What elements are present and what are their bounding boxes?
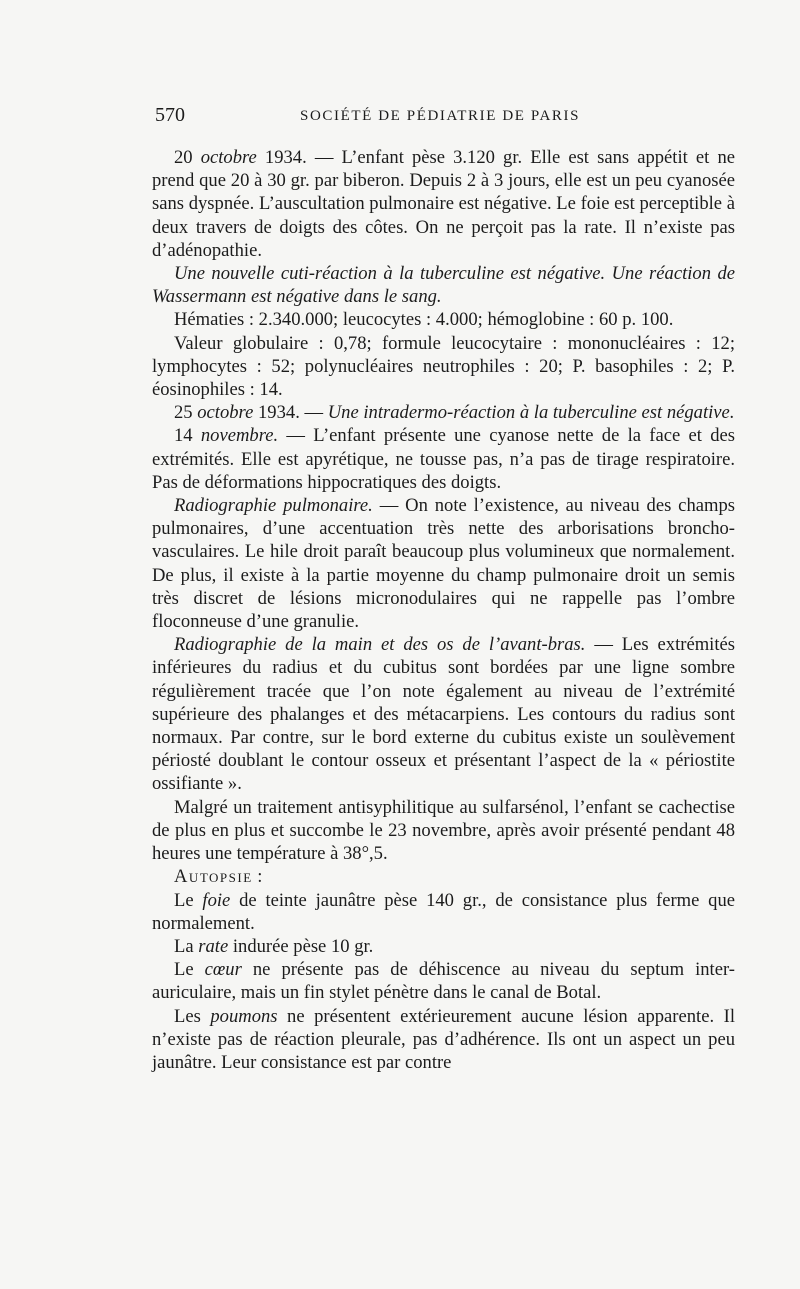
text-run: ne présentent extérieurement aucune lésion apparente. Il n’existe pas de réaction pleurale, pas d’adhérence. Ils ont un aspect un peu jaunâtre. Leur consistance est par contre [152,1005,735,1073]
paragraph [152,262,735,308]
text-run: 20 [174,147,201,168]
text-run: Hématies : 2.340.000; leucocytes : 4.000; hémoglobine : 60 p. 100. [174,309,674,331]
paragraph [152,796,735,866]
text-run: Le [174,959,205,981]
paragraph [152,332,735,402]
text-run: — L’enfant présente une cyanose nette de la face et des extrémités. Elle est apyrétique, ne tousse pas, n’a pas de tirage respiratoire. Pas de déformations hippocratiques des doigts. [152,425,735,493]
text-run: La [174,935,199,957]
text-run: de teinte jaunâtre pèse 140 gr., de consistance plus ferme que normalement. [152,889,735,934]
paragraph [152,146,735,262]
italic-text: octobre [197,402,254,424]
italic-text: novembre. [200,425,279,447]
paragraph [152,633,735,795]
body-text [152,146,735,1074]
italic-text: poumons [210,1005,278,1027]
paragraph [152,935,735,958]
italic-text: Radiographie de la main et des os de l’avant-bras. [174,634,586,656]
text-run: 14 [174,425,201,447]
paragraph [152,308,735,331]
text-run: Les [174,1005,211,1027]
text-run: Malgré un traitement antisyphilitique au sulfarsénol, l’enfant se cachectise de plus en plus et succombe le 23 novembre, après avoir présenté pendant 48 heures une température à 38°,5. [152,796,735,865]
section-heading: Autopsie [174,866,253,888]
italic-text: Une nouvelle cuti-réaction à la tuberculine est négative. Une réaction de Wassermann est négative dans le sang. [152,263,735,308]
italic-text: Une intradermo-réaction à la tuberculine est négative. [327,402,735,424]
paragraph [152,889,735,935]
italic-text: cœur [204,959,242,981]
paragraph [152,494,735,633]
italic-text: rate [198,935,229,957]
page-number: 570 [155,104,185,126]
paragraph [152,401,735,424]
text-run: Valeur globulaire : 0,78; formule leucocytaire : mononucléaires : 12; lymphocytes : 52; polynucléaires neutrophiles : 20; P. basophiles : 2; P. éosinophiles : 14. [152,332,735,401]
text-run: — Les extrémités inférieures du radius et du cubitus sont bordées par une ligne sombre régulièrement tracée que l’on note également au niveau de l’extrémité supérieure des phalanges et des métacarpiens. Les contours du radius sont normaux. Par contre, sur le bord externe du cubitus existe un soulèvement périosté doublant le contour osseux et présentant l’aspect de la « périostite ossifiante ». [152,634,735,795]
paragraph [152,424,735,494]
text-run: 25 [174,402,198,424]
text-run: : [252,866,263,888]
text-run: ne présente pas de déhiscence au niveau du septum inter-auriculaire, mais un fin stylet pénètre dans le canal de Botal. [152,959,735,1004]
text-run: — On note l’existence, au niveau des champs pulmonaires, d’une accentuation très nette des arborisations broncho-vasculaires. Le hile droit paraît beaucoup plus volumineux que normalement. De plus, il existe à la partie moyenne du champ pulmonaire droit un semis très discret de lésions micronodulaires qui ne rappelle pas l’ombre floconneuse d’une granulie. [152,495,735,633]
page-header [155,104,735,134]
text-run: 1934. — [253,402,328,424]
running-head: SOCIÉTÉ DE PÉDIATRIE DE PARIS [300,108,581,124]
text-run: Le [174,889,203,911]
paragraph [152,865,735,888]
italic-text: foie [202,889,231,911]
italic-text: Radiographie pulmonaire. [174,495,373,517]
italic-text: octobre [200,147,257,168]
text-run: 1934. — L’enfant pèse 3.120 gr. Elle est sans appétit et ne prend que 20 à 30 gr. par biberon. Depuis 2 à 3 jours, elle est un peu cyanosée sans dyspnée. L’auscultation pulmonaire est négative. Le foie est perceptible à deux travers de doigts des côtes. On ne perçoit pas la rate. Il n’existe pas d’adénopathie. [152,147,735,261]
text-run: indurée pèse 10 gr. [228,935,374,957]
paragraph [152,958,735,1004]
paragraph [152,1005,735,1075]
